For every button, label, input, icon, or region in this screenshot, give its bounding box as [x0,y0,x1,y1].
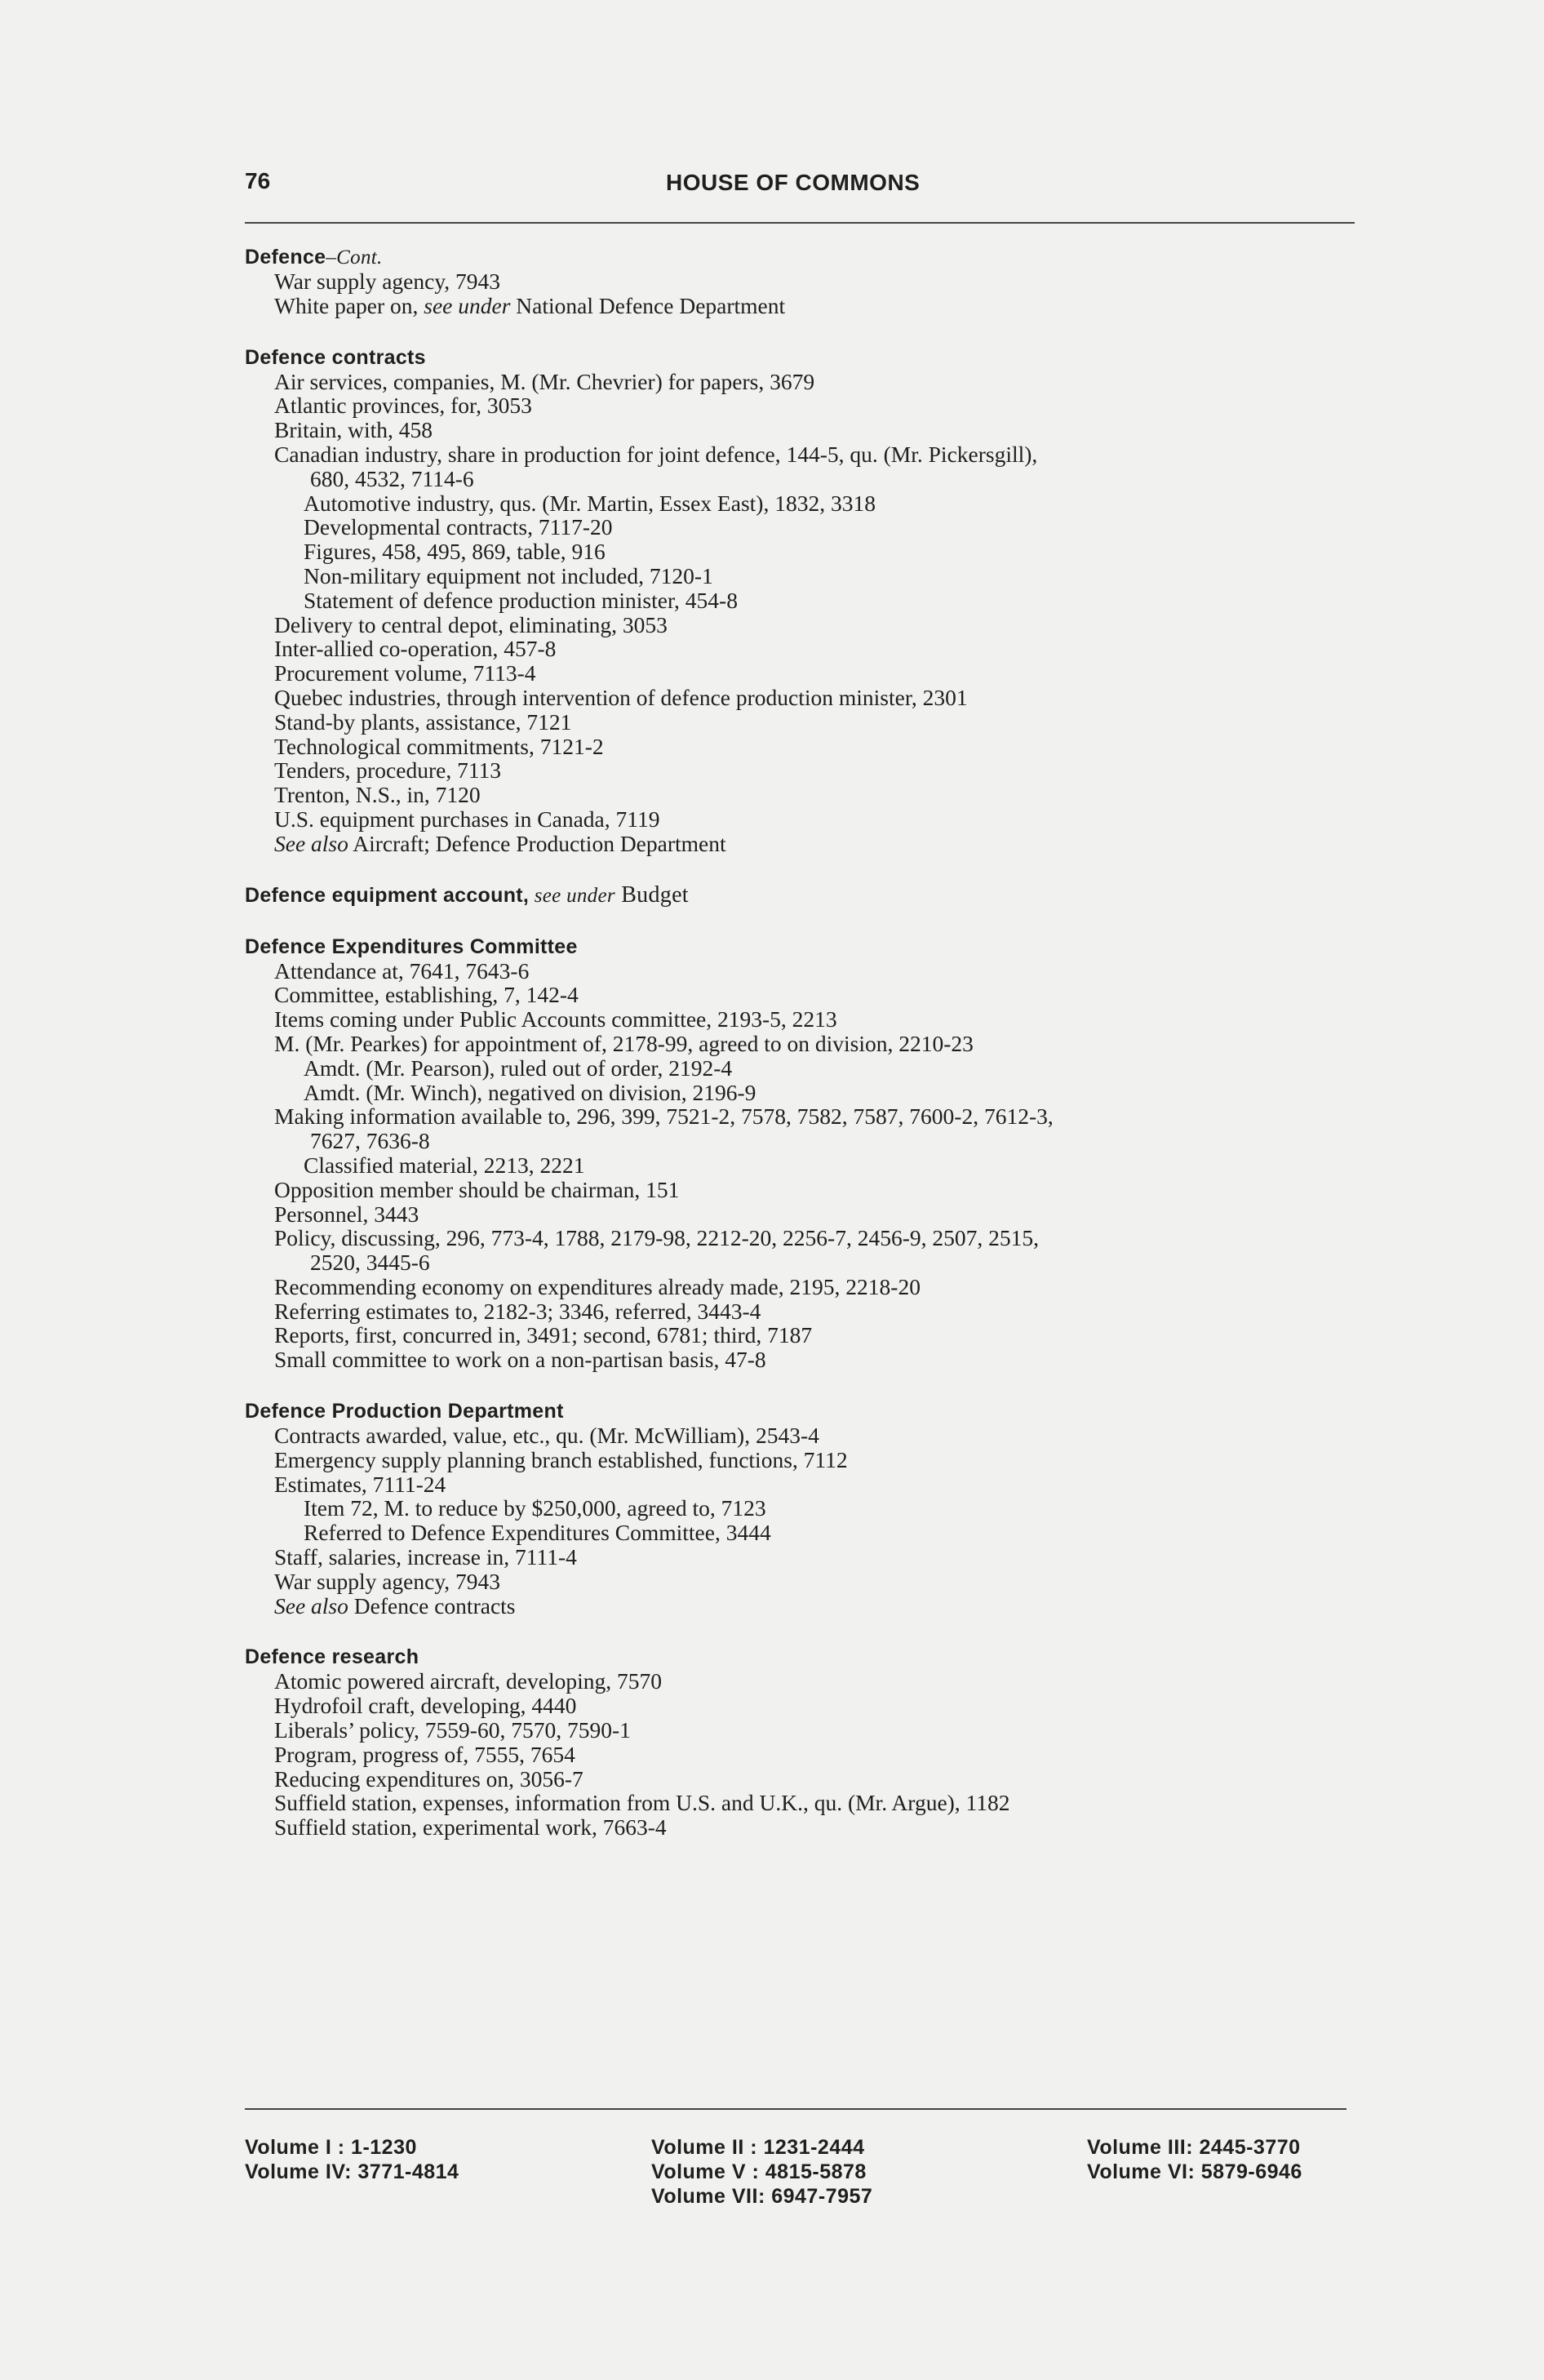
index-entry: Figures, 458, 495, 869, table, 916 [304,539,606,565]
index-entry: 7627, 7636-8 [310,1128,430,1154]
index-entry: Amdt. (Mr. Winch), negatived on division, 2196-9 [304,1079,756,1105]
volume-range: Volume I : 1-1230 [245,2136,417,2159]
index-entry: Committee, establishing, 7, 142-4 [274,982,579,1008]
index-entry: Emergency supply planning branch established, functions, 7112 [274,1446,848,1472]
volume-range: Volume VII: 6947-7957 [651,2185,873,2208]
index-heading: Defence Production Department [245,1400,564,1423]
index-section [245,1399,1355,1618]
volume-range: Volume II : 1231-2444 [651,2136,865,2159]
volume-key-col-2 [651,2135,872,2209]
index-entry: War supply agency, 7943 [274,269,501,294]
index-body [245,245,1355,1867]
index-entry: Recommending economy on expenditures already made, 2195, 2218-20 [274,1273,921,1299]
index-entry: Procurement volume, 7113-4 [274,660,536,686]
index-entry: Statement of defence production minister, 454-8 [304,587,738,613]
index-entry: Suffield station, expenses, information from U.S. and U.K., qu. (Mr. Argue), 1182 [274,1790,1010,1816]
index-entry: Estimates, 7111-24 [274,1471,446,1497]
index-heading: Defence contracts [245,345,426,369]
volume-key-col-1 [245,2135,459,2184]
index-entry: Personnel, 3443 [274,1201,419,1227]
index-entry: Items coming under Public Accounts committee, 2193-5, 2213 [274,1006,837,1032]
index-entry: Britain, with, 458 [274,417,433,443]
index-entry: Program, progress of, 7555, 7654 [274,1741,575,1767]
index-entry: Suffield station, experimental work, 7663-4 [274,1814,667,1841]
index-entry: Contracts awarded, value, etc., qu. (Mr. McWilliam), 2543-4 [274,1423,819,1449]
index-entry: Trenton, N.S., in, 7120 [274,782,481,808]
index-entry: 2520, 3445-6 [310,1250,430,1276]
index-entry: Referring estimates to, 2182-3; 3346, referred, 3443-4 [274,1298,761,1324]
index-entry: Quebec industries, through intervention of defence production minister, 2301 [274,684,968,710]
index-entry: Attendance at, 7641, 7643-6 [274,957,530,984]
volume-key-col-3 [1087,2135,1302,2184]
index-entry: Reports, first, concurred in, 3491; second, 6781; third, 7187 [274,1322,813,1348]
index-entry: Delivery to central depot, eliminating, 3053 [274,611,668,637]
index-entry: See also Defence contracts [274,1592,516,1618]
index-entry: Hydrofoil craft, developing, 4440 [274,1693,577,1719]
index-heading: Defence–Cont. [245,246,383,269]
index-section [245,345,1355,856]
index-entry: Atlantic provinces, for, 3053 [274,393,532,419]
index-section [245,883,1355,908]
index-entry: Making information available to, 296, 399, 7521-2, 7578, 7582, 7587, 7600-2, 7612-3, [274,1103,1054,1130]
index-entry: Air services, companies, M. (Mr. Chevrier) for papers, 3679 [274,368,815,394]
index-entry: Technological commitments, 7121-2 [274,733,604,759]
index-entry: Staff, salaries, increase in, 7111-4 [274,1544,577,1570]
index-entry: Non-military equipment not included, 7120-1 [304,562,713,588]
index-section [245,935,1355,1373]
index-entry: Opposition member should be chairman, 151 [274,1176,680,1202]
index-entry: War supply agency, 7943 [274,1568,501,1594]
volume-range: Volume V : 4815-5878 [651,2160,867,2183]
volume-range: Volume III: 2445-3770 [1087,2136,1301,2159]
footer-rule [245,2108,1347,2110]
volume-range: Volume IV: 3771-4814 [245,2160,459,2183]
index-heading: Defence Expenditures Committee [245,935,578,958]
index-section [245,1645,1355,1840]
index-entry: M. (Mr. Pearkes) for appointment of, 2178-99, agreed to on division, 2210-23 [274,1030,974,1056]
header-rule [245,222,1355,224]
index-entry: Inter-allied co-operation, 457-8 [274,636,557,662]
index-entry: Item 72, M. to reduce by $250,000, agreed to, 7123 [304,1495,766,1521]
index-entry: U.S. equipment purchases in Canada, 7119 [274,806,660,832]
index-entry: Amdt. (Mr. Pearson), ruled out of order, 2192-4 [304,1055,733,1081]
index-entry: 680, 4532, 7114-6 [310,465,474,491]
index-entry: Policy, discussing, 296, 773-4, 1788, 2179-98, 2212-20, 2256-7, 2456-9, 2507, 2515, [274,1225,1040,1251]
index-entry: Developmental contracts, 7117-20 [304,514,613,540]
index-heading: Defence research [245,1645,419,1669]
index-section [245,245,1355,318]
index-entry: Atomic powered aircraft, developing, 7570 [274,1668,662,1694]
index-entry: Stand-by plants, assistance, 7121 [274,708,572,735]
index-entry: Canadian industry, share in production for joint defence, 144-5, qu. (Mr. Pickersgill), [274,441,1038,467]
index-entry: Automotive industry, qus. (Mr. Martin, Essex East), 1832, 3318 [304,490,876,516]
index-entry: Reducing expenditures on, 3056-7 [274,1765,583,1792]
index-entry: See also Aircraft; Defence Production Department [274,830,726,856]
index-entry: Tenders, procedure, 7113 [274,757,502,784]
index-entry: Referred to Defence Expenditures Committee, 3444 [304,1520,771,1546]
volume-range: Volume VI: 5879-6946 [1087,2160,1302,2183]
running-head: HOUSE OF COMMONS [666,170,921,195]
index-entry: Small committee to work on a non-partisan basis, 47-8 [274,1347,766,1373]
index-entry: Classified material, 2213, 2221 [304,1152,585,1178]
index-entry: White paper on, see under National Defence Department [274,292,786,318]
index-entry: Liberals’ policy, 7559-60, 7570, 7590-1 [274,1717,631,1743]
page-number: 76 [245,168,271,193]
index-heading: Defence equipment account, see under Budget [245,881,689,908]
